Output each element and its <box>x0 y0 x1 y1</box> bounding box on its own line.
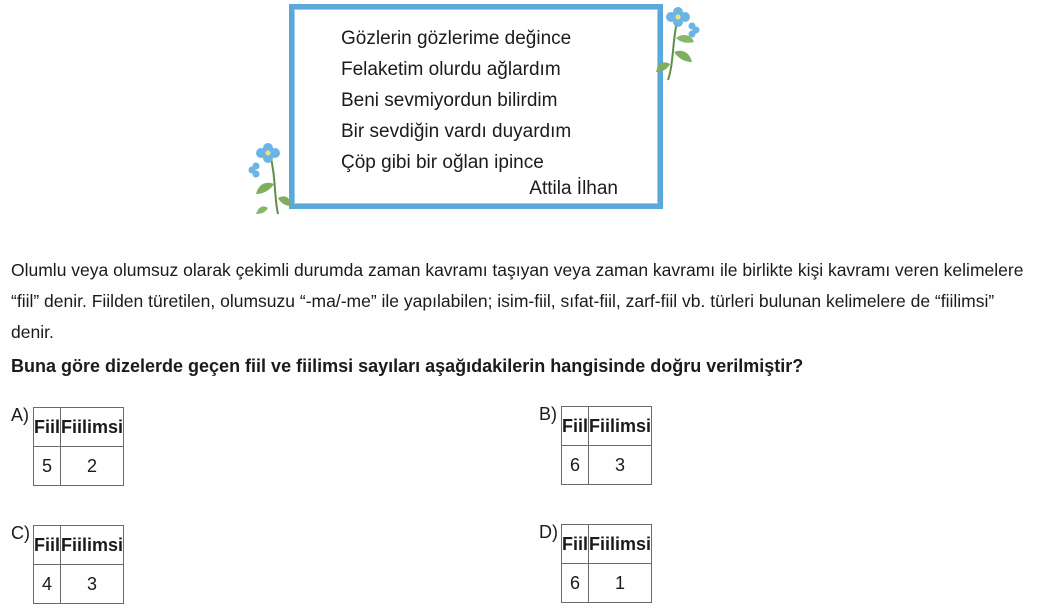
value-fiil: 5 <box>34 447 61 486</box>
option-table <box>561 406 652 485</box>
header-fiil: Fiil <box>34 526 61 565</box>
option-letter: A) <box>11 405 29 425</box>
option-letter: C) <box>11 523 30 543</box>
poem-line: Beni sevmiyordun bilirdim <box>341 90 558 111</box>
value-fiilimsi: 3 <box>589 446 652 485</box>
value-fiilimsi: 2 <box>61 447 124 486</box>
option-letter: B) <box>539 404 557 424</box>
header-fiilimsi: Fiilimsi <box>589 407 652 446</box>
question-text: Buna göre dizelerde geçen fiil ve fiilimsi sayıları aşağıdakilerin hangisinde doğru verilmiştir? <box>11 356 804 376</box>
header-fiil: Fiil <box>34 408 61 447</box>
value-fiilimsi: 1 <box>589 564 652 603</box>
definition-paragraph: Olumlu veya olumsuz olarak çekimli durumda zaman kavramı taşıyan veya zaman kavramı ile birlikte kişi kavramı veren kelimelere “fiil” denir. Fiilden türetilen, olumsuzu “-ma/-me” ile yapılabilen; isim-fiil, sıfat-fiil, zarf-fiil vb. türleri bulunan kelimelere de “fiilimsi” denir. <box>11 260 1024 342</box>
poem-author: Attila İlhan <box>529 178 618 199</box>
option-table <box>33 407 124 486</box>
poem-line: Bir sevdiğin vardı duyardım <box>341 121 572 142</box>
header-fiilimsi: Fiilimsi <box>61 526 124 565</box>
poem-line: Çöp gibi bir oğlan ipince <box>341 152 544 173</box>
header-fiilimsi: Fiilimsi <box>61 408 124 447</box>
flower-icon <box>248 138 296 216</box>
value-fiil: 6 <box>562 564 589 603</box>
poem-line: Felaketim olurdu ağlardım <box>341 59 561 80</box>
flower-icon <box>654 2 702 82</box>
value-fiil: 4 <box>34 565 61 604</box>
option-letter: D) <box>539 522 558 542</box>
poem-lines <box>341 23 571 178</box>
value-fiil: 6 <box>562 446 589 485</box>
header-fiil: Fiil <box>562 525 589 564</box>
header-fiilimsi: Fiilimsi <box>589 525 652 564</box>
value-fiilimsi: 3 <box>61 565 124 604</box>
header-fiil: Fiil <box>562 407 589 446</box>
poem-frame <box>289 4 663 209</box>
option-table <box>33 525 124 604</box>
poem-line: Gözlerin gözlerime değince <box>341 28 572 49</box>
option-table <box>561 524 652 603</box>
